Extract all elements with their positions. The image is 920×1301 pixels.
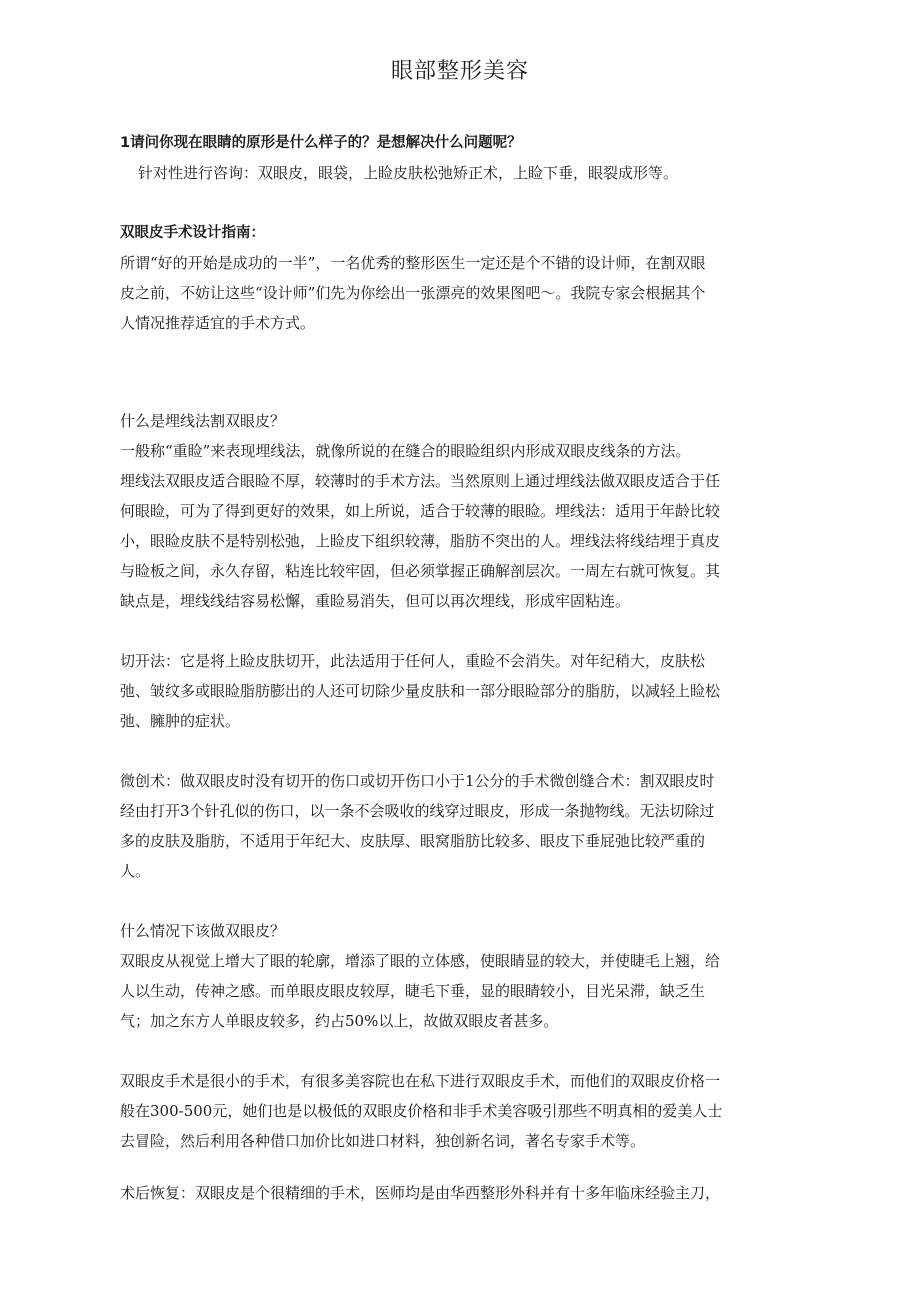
minimal-line: 经由打开3个针孔似的伤口，以一条不会吸收的线穿过眼皮，形成一条抛物线。无法切除过	[120, 802, 715, 820]
price-line: 般在300-500元，她们也是以极低的双眼皮价格和非手术美容吸引那些不明真相的爱美人士	[120, 1102, 723, 1120]
buried-line: 缺点是，埋线线结容易松懈，重睑易消失，但可以再次埋线，形成牢固粘连。	[120, 592, 631, 610]
recovery-paragraph	[120, 1178, 802, 1208]
incision-line: 弛、臃肿的症状。	[120, 712, 241, 730]
guide-line: 皮之前，不妨让这些“设计师”们先为你绘出一张漂亮的效果图吧～。我院专家会根据其个	[120, 284, 706, 302]
buried-paragraph	[120, 436, 802, 616]
spacer	[120, 886, 802, 916]
spacer	[120, 616, 802, 646]
minimal-line: 人。	[120, 862, 151, 880]
price-line: 去冒险，然后利用各种借口加价比如进口材料，独创新名词，著名专家手术等。	[120, 1132, 646, 1150]
question-heading: 1请问你现在眼睛的原形是什么样子的？是想解决什么问题呢？	[120, 135, 522, 151]
guide-line: 人情况推荐适宜的手术方式。	[120, 314, 316, 332]
when-heading: 什么情况下该做双眼皮？	[120, 922, 286, 940]
incision-paragraph	[120, 646, 802, 736]
document-title: 眼部整形美容	[390, 59, 529, 84]
minimal-line: 微创术：做双眼皮时没有切开的伤口或切开伤口小于1公分的手术微创缝合术：割双眼皮时	[120, 772, 715, 790]
buried-line: 一般称“重睑”来表现埋线法，就像所说的在缝合的眼睑组织内形成双眼皮线条的方法。	[120, 442, 691, 460]
spacer	[120, 1036, 802, 1066]
price-paragraph	[120, 1066, 802, 1156]
document-body	[120, 128, 802, 1208]
buried-line: 何眼睑，可为了得到更好的效果，如上所说，适合于较薄的眼睑。埋线法：适用于年龄比较	[120, 502, 721, 520]
spacer	[120, 1156, 802, 1178]
buried-heading: 什么是埋线法割双眼皮？	[120, 412, 286, 430]
when-paragraph	[120, 946, 802, 1036]
buried-line: 小，眼睑皮肤不是特别松弛，上睑皮下组织较薄，脂肪不突出的人。埋线法将线结埋于真皮	[120, 532, 721, 550]
spacer	[120, 188, 802, 218]
spacer	[120, 736, 802, 766]
guide-heading: 双眼皮手术设计指南：	[120, 225, 265, 241]
incision-line: 切开法：它是将上睑皮肤切开，此法适用于任何人，重睑不会消失。对年纪稍大，皮肤松	[120, 652, 706, 670]
guide-paragraph	[120, 248, 802, 338]
minimal-line: 多的皮肤及脂肪，不适用于年纪大、皮肤厚、眼窝脂肪比较多、眼皮下垂屁弛比较严重的	[120, 832, 706, 850]
minimal-paragraph	[120, 766, 802, 886]
when-line: 人以生动，传神之感。而单眼皮眼皮较厚，睫毛下垂，显的眼睛较小，目光呆滞，缺乏生	[120, 982, 706, 1000]
guide-line: 所谓“好的开始是成功的一半”，一名优秀的整形医生一定还是个不错的设计师，在割双眼	[120, 254, 706, 272]
incision-line: 弛、皱纹多或眼睑脂肪膨出的人还可切除少量皮肤和一部分眼睑部分的脂肪，以减轻上睑松	[120, 682, 721, 700]
when-line: 气；加之东方人单眼皮较多，约占50%以上，故做双眼皮者甚多。	[120, 1012, 559, 1030]
buried-line: 埋线法双眼皮适合眼睑不厚，较薄时的手术方法。当然原则上通过埋线法做双眼皮适合于任	[120, 472, 721, 490]
price-line: 双眼皮手术是很小的手术，有很多美容院也在私下进行双眼皮手术，而他们的双眼皮价格一	[120, 1072, 721, 1090]
consult-paragraph: 针对性进行咨询：双眼皮，眼袋，上睑皮肤松弛矫正术，上睑下垂，眼裂成形等。	[138, 164, 679, 182]
buried-line: 与睑板之间，永久存留，粘连比较牢固，但必须掌握正确解剖层次。一周左右就可恢复。其	[120, 562, 721, 580]
spacer	[120, 338, 802, 406]
recovery-line: 术后恢复：双眼皮是个很精细的手术，医师均是由华西整形外科并有十多年临床经验主刀，	[120, 1184, 721, 1202]
when-line: 双眼皮从视觉上增大了眼的轮廓，增添了眼的立体感，使眼睛显的较大，并使睫毛上翘，给	[120, 952, 721, 970]
